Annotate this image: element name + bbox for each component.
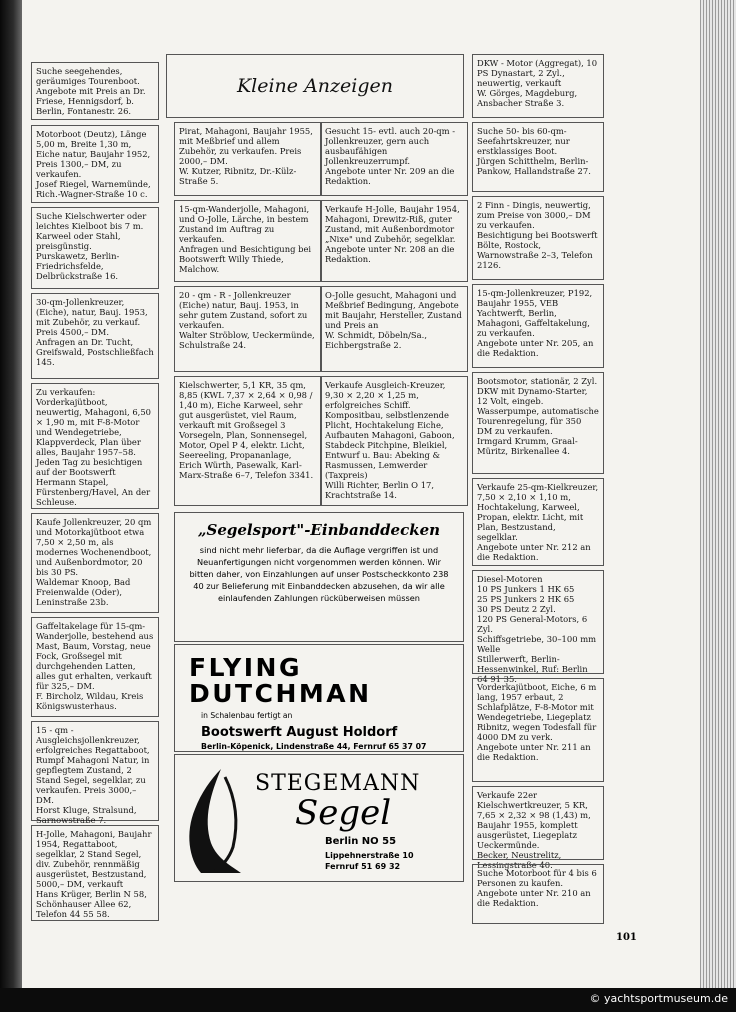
- sail-logo-icon: [181, 763, 259, 877]
- ad-col4-10: Suche Motorboot für 4 bis 6 Personen zu kaufen. Angebote unter Nr. 210 an die Redaktion.: [472, 864, 604, 924]
- einbanddecken-notice: [174, 512, 464, 642]
- ad-col1-7: Gaffeltakelage für 15-qm-Wanderjolle, bestehend aus Mast, Baum, Vorstag, neue Fock, Großsegel mit durchgehenden Latten, alles gut erhalten, verkauft für 325,– DM. F. Bircholz, Wildau, Kreis Königswusterhaus.: [31, 617, 159, 717]
- ad-col2-1: Pirat, Mahagoni, Baujahr 1955, mit Meßbrief und allem Zubehör, zu verkaufen. Preis 2000,– DM. W. Kutzer, Ribnitz, Dr.-Külz-Straße 5.: [174, 122, 322, 196]
- ad-col3-2: Verkaufe H-Jolle, Baujahr 1954, Mahagoni, Drewitz-Riß, guter Zustand, mit Außenbordmotor „Nixe" und Zubehör, segelklar. Angebote unter Nr. 208 an die Redaktion.: [320, 200, 468, 282]
- page-edges: [700, 0, 736, 988]
- ad-col3-4: Verkaufe Ausgleich-Kreuzer, 9,30 × 2,20 × 1,25 m, erfolgreiches Schiff. Kompositbau, selbstlenzende Plicht, Hochtakelung Eiche, Aufbauten Mahagoni, Gaboon, Stabdeck Pitchpine, Bleikiel, Entwurf u. Bau: Abeking & Rasmussen, Lemwerder (Taxpreis) Willi Richter, Berlin O 17, Krachtstraße 14.: [320, 376, 468, 506]
- page-number: 101: [616, 932, 637, 943]
- ad-col4-3: 2 Finn - Dingis, neuwertig, zum Preise von 3000,– DM zu verkaufen. Besichtigung bei Bootswerft Bölte, Rostock, Warnowstraße 2–3, Telefon 2126.: [472, 196, 604, 280]
- stegemann-city: Berlin NO 55: [325, 836, 397, 847]
- ad-col4-5: Bootsmotor, stationär, 2 Zyl. DKW mit Dynamo-Starter, 12 Volt, eingeb. Wasserpumpe, automatische Tourenregelung, für 350 DM zu verkaufen. Irmgard Krumm, Graal-Müritz, Birkenallee 4.: [472, 372, 604, 474]
- stegemann-name: STEGEMANN: [255, 771, 421, 796]
- ad-col2-3: 20 - qm - R - Jollenkreuzer (Eiche) natur, Bauj. 1953, in sehr gutem Zustand, sofort zu verkaufen. Walter Ströblow, Ueckermünde, Schulstraße 24.: [174, 286, 322, 372]
- ad-col1-2: Motorboot (Deutz), Länge 5,00 m, Breite 1,30 m, Eiche natur, Baujahr 1952, Preis 1300,– DM, zu verkaufen. Josef Riegel, Warnemünde, Rich.-Wagner-Straße 10 c.: [31, 125, 159, 203]
- ad-col4-4: 15-qm-Jollenkreuzer, P192, Baujahr 1955, VEB Yachtwerft, Berlin, Mahagoni, Gaffeltakelung, zu verkaufen. Angebote unter Nr. 205, an die Redaktion.: [472, 284, 604, 368]
- ad-col1-6: Kaufe Jollenkreuzer, 20 qm und Motorkajütboot etwa 7,50 × 2,50 m, als modernes Wochenendboot, und Außenbordmotor, 20 bis 30 PS. Waldemar Knoop, Bad Freienwalde (Oder), Leninstraße 23b.: [31, 513, 159, 613]
- ad-col4-2: Suche 50- bis 60-qm-Seefahrtskreuzer, nur erstklassiges Boot. Jürgen Schitthelm, Berlin-Pankow, Hallandstraße 27.: [472, 122, 604, 192]
- ad-col1-1: Suche seegehendes, geräumiges Tourenboot. Angebote mit Preis an Dr. Friese, Hennigsdorf, b. Berlin, Fontanestr. 26.: [31, 62, 159, 120]
- fd-address: Berlin-Köpenick, Lindenstraße 44, Fernruf 65 37 07: [201, 741, 427, 751]
- ad-col4-7: Diesel-Motoren 10 PS Junkers 1 HK 65 25 PS Junkers 2 HK 65 30 PS Deutz 2 Zyl. 120 PS General-Motors, 6 Zyl. Schiffsgetriebe, 30–100 mm Welle Stillerwerft, Berlin-Hessenwinkel, Ruf: Berlin 64 91 35.: [472, 570, 604, 674]
- ad-col1-3: Suche Kielschwerter oder leichtes Kielboot bis 7 m. Karweel oder Stahl, preisgünstig. Purskawetz, Berlin-Friedrichsfelde, Delbrückstraße 16.: [31, 207, 159, 289]
- ad-col2-2: 15-qm-Wanderjolle, Mahagoni, und O-Jolle, Lärche, in bestem Zustand im Auftrag zu verkaufen. Anfragen und Besichtigung bei Bootswerft Willy Thiede, Malchow.: [174, 200, 322, 282]
- ad-col1-8: 15 - qm - Ausgleichsjollenkreuzer, erfolgreiches Regattaboot, Rumpf Mahagoni Natur, in gepflegtem Zustand, 2 Stand Segel, segelklar, zu verkaufen. Preis 3000,– DM. Horst Kluge, Stralsund, Sarnowstraße 7.: [31, 721, 159, 821]
- stegemann-phone: Fernruf 51 69 32: [325, 862, 401, 872]
- stegemann-segel: Segel: [295, 793, 392, 833]
- stegemann-address: [325, 835, 414, 873]
- book-spine: [0, 0, 22, 988]
- ad-col4-6: Verkaufe 25-qm-Kielkreuzer, 7,50 × 2,10 × 1,10 m, Hochtakelung, Karweel, Propan, elektr. Licht, mit Plan, Bestzustand, segelklar. Angebote unter Nr. 212 an die Redaktion.: [472, 478, 604, 566]
- ad-col4-9: Verkaufe 22er Kielschwertkreuzer, 5 KR, 7,65 × 2,32 × 98 (1,43) m, Baujahr 1955, komplett ausgerüstet, Liegeplatz Ueckermünde. Becker, Neustrelitz, Lessingstraße 40.: [472, 786, 604, 860]
- fd-yard-name: Bootswerft August Holdorf: [201, 724, 398, 740]
- notice-body: sind nicht mehr lieferbar, da die Auflage vergriffen ist und Neuanfertigungen nicht vorgenommen werden können. Wir bitten daher, von Einzahlungen auf unser Postscheckkonto 238 40 zur Belieferung mit Einbanddecken abzusehen, da wir alle einlaufenden Zahlungen rücküberweisen müssen: [189, 545, 449, 603]
- ad-col1-5: Zu verkaufen: Vorderkajütboot, neuwertig, Mahagoni, 6,50 × 1,90 m, mit F-8-Motor und Wendegetriebe, Klappverdeck, Plan über alles, Baujahr 1957–58. Jeden Tag zu besichtigen auf der Bootswerft Hermann Stapel, Fürstenberg/Havel, An der Schleuse.: [31, 383, 159, 509]
- fd-subline: in Schalenbau fertigt an: [201, 710, 293, 720]
- ad-col1-4: 30-qm-Jollenkreuzer, (Eiche), natur, Bauj. 1953, mit Zubehör, zu verkauf. Preis 4500,– DM. Anfragen an Dr. Tucht, Greifswald, Postschließfach 145.: [31, 293, 159, 379]
- magazine-page: [22, 0, 700, 988]
- watermark-text: © yachtsportmuseum.de: [589, 992, 728, 1005]
- stegemann-ad: [174, 754, 464, 882]
- page-title: Kleine Anzeigen: [166, 54, 464, 118]
- ad-col3-3: O-Jolle gesucht, Mahagoni und Meßbrief Bedingung, Angebote mit Baujahr, Hersteller, Zustand und Preis an W. Schmidt, Döbeln/Sa., Eichbergstraße 2.: [320, 286, 468, 372]
- ad-col4-8: Vorderkajütboot, Eiche, 6 m lang, 1957 erbaut, 2 Schlafplätze, F-8-Motor mit Wendegetriebe, Liegeplatz Ribnitz, wegen Todesfall für 4000 DM zu verk. Angebote unter Nr. 211 an die Redaktion.: [472, 678, 604, 782]
- ad-col3-1: Gesucht 15- evtl. auch 20-qm - Jollenkreuzer, gern auch ausbaufähigen Jollenkreuzerrumpf. Angebote unter Nr. 209 an die Redaktion.: [320, 122, 468, 196]
- flying-dutchman-ad: [174, 644, 464, 752]
- stegemann-street: Lippehnerstraße 10: [325, 850, 414, 860]
- ad-col2-4: Kielschwerter, 5,1 KR, 35 qm, 8,85 (KWL 7,37 × 2,64 × 0,98 / 1,40 m), Eiche Karweel, sehr gut ausgerüstet, viel Raum, verkauft mit Großsegel 3 Vorsegeln, Plan, Sonnensegel, Motor, Opel P 4, elektr. Licht, Seereeling, Propananlage, Erich Würth, Pasewalk, Karl-Marx-Straße 6–7, Telefon 3341.: [174, 376, 322, 506]
- notice-title: „Segelsport"-Einbanddecken: [197, 521, 441, 539]
- ad-col1-9: H-Jolle, Mahagoni, Baujahr 1954, Regattaboot, segelklar, 2 Stand Segel, div. Zubehör, rennmäßig ausgerüstet, Bestzustand, 5000,– DM, verkauft Hans Krüger, Berlin N 58, Schönhauser Allee 62, Telefon 44 55 58.: [31, 825, 159, 921]
- fd-line1: FLYING: [189, 653, 302, 682]
- ad-col4-1: DKW - Motor (Aggregat), 10 PS Dynastart, 2 Zyl., neuwertig, verkauft W. Görges, Magdeburg, Ansbacher Straße 3.: [472, 54, 604, 118]
- fd-line2: DUTCHMAN: [189, 679, 372, 709]
